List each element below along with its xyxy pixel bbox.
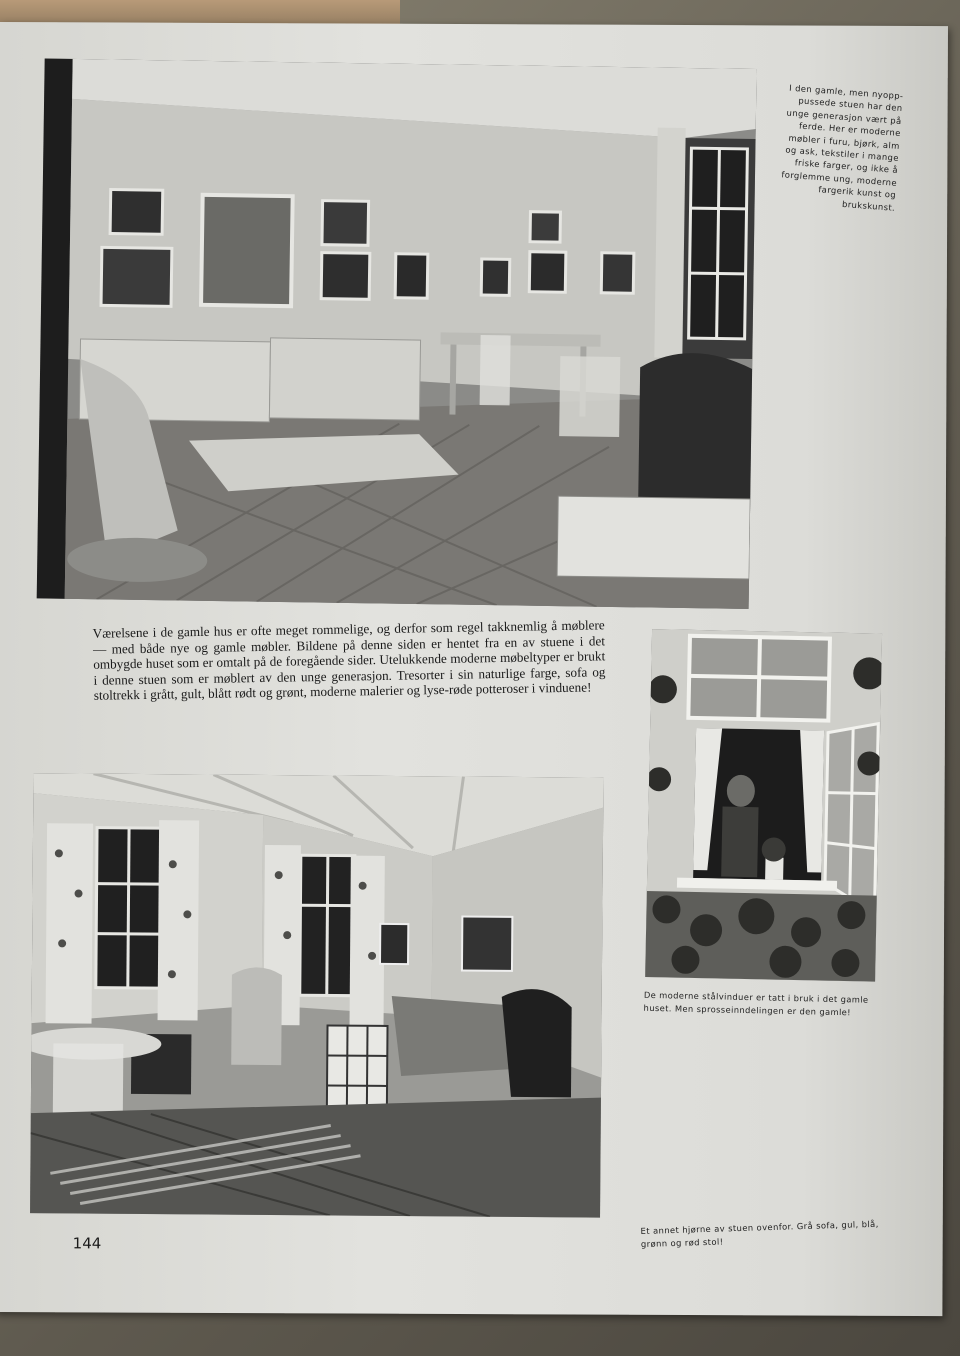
article-body-text: Værelsene i de gamle hus er ofte meget rommelige, og derfor som regel takknemlig å møblere — med både nye og gamle møbler. Bildene på denne siden er hentet fra en av stuene i det ombygde huset som er omtalt på de foregående sider. Utelukkende moderne møbeltyper er brukt i denne stuen som er møblert av den unge generasjon. Tresorter i sin naturlige farge, sofa og stoltrekk i grått, gult, blått rødt og grønt, moderne malerier og lyse-røde potteroser i vinduene! — [92, 617, 606, 704]
page-number: 144 — [72, 1234, 102, 1253]
living-room-photo-top — [37, 58, 757, 609]
magazine-page — [0, 22, 948, 1316]
living-room-photo-bottom — [30, 773, 603, 1217]
window-photo-caption: De moderne stålvinduer er tatt i bruk i det gamle huset. Men sprosseinndelingen er den gamle! — [643, 989, 869, 1018]
top-right-caption: I den gamle, men nyopp-pussede stuen har den unge generasjon vært på ferde. Her er moderne møbler i furu, bjørk, alm og ask, tekstiler i mange friske farger, og ikke å forglemme ung, moderne fargerik kunst og brukskunst. — [781, 82, 904, 213]
bottom-right-caption: Et annet hjørne av stuen ovenfor. Grå sofa, gul, blå, grønn og rød stol! — [640, 1218, 879, 1249]
window-photo — [645, 629, 882, 982]
